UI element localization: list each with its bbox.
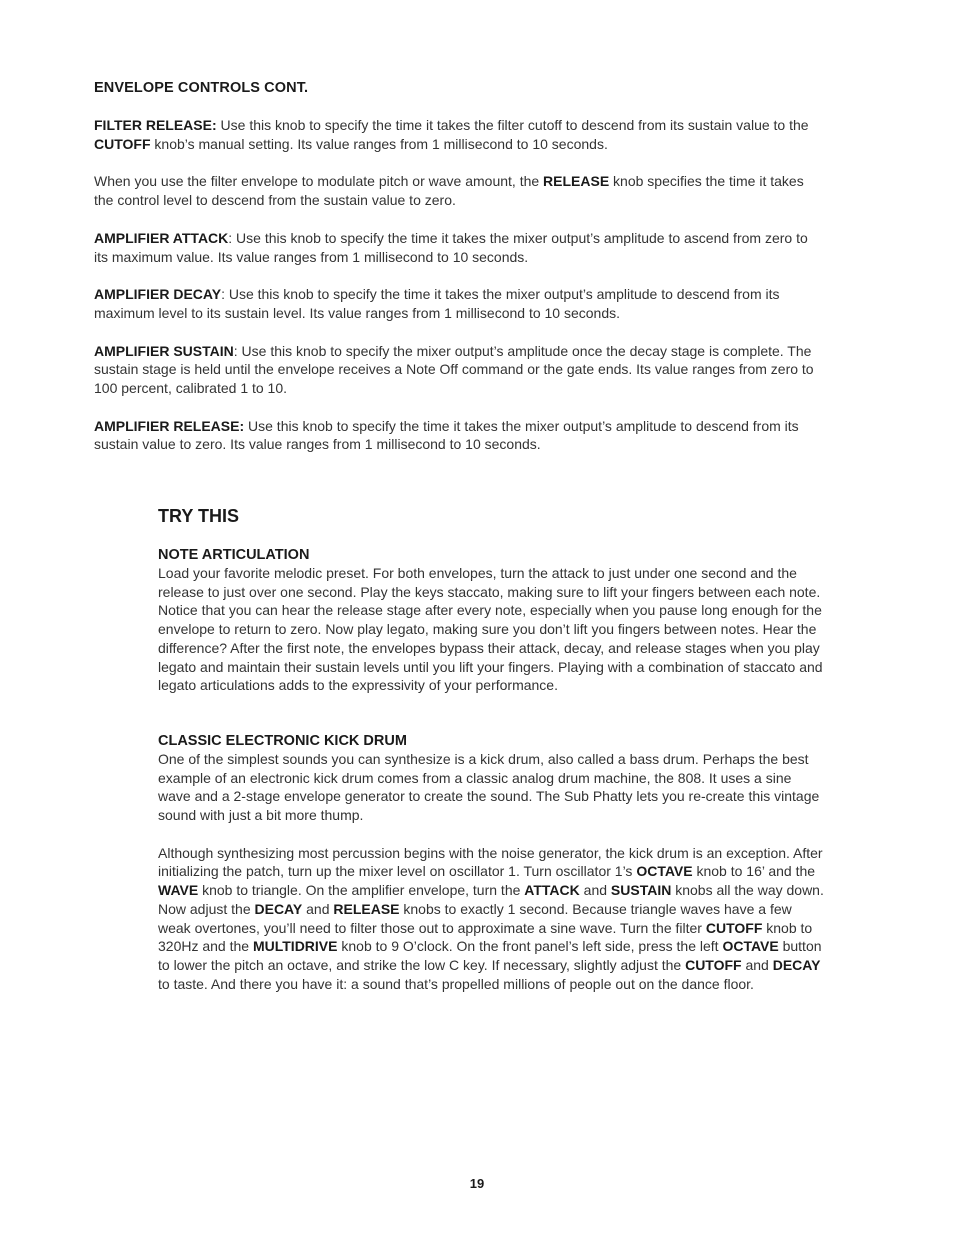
note-articulation-paragraph: Load your favorite melodic preset. For both envelopes, turn the attack to just under one second and the release to just over one second. Play the keys staccato, making sure to lift your fingers between each note. Notice that you can hear the release stage after every note, especially when you pause long enough for the envelope to return to zero. Now play legato, making sure you don’t lift you fingers between notes. Hear the difference? After the first note, the envelopes bypass their attack, decay, and release stages when you play legato and maintain their sustain levels until you lift your fingers. Playing with a combination of staccato and legato articulations adds to the expressivity of your performance. — [158, 565, 823, 694]
note-articulation-heading: NOTE ARTICULATION — [158, 547, 310, 563]
amp-sustain-label: AMPLIFIER SUSTAIN — [94, 342, 234, 359]
envelope-controls-section — [94, 79, 824, 473]
try-this-section — [158, 505, 824, 1012]
spacer — [158, 714, 824, 732]
amp-release-paragraph: AMPLIFIER RELEASE: Use this knob to specify the time it takes the mixer output’s amplitude to descend from its sustain value to zero. Its value ranges from 1 millisecond to 10 seconds. — [94, 417, 799, 453]
amp-decay-paragraph: AMPLIFIER DECAY: Use this knob to specify the time it takes the mixer output’s amplitude to descend from its maximum level to its sustain level. Its value ranges from 1 millisecond to 10 seconds. — [94, 286, 780, 321]
amp-attack-label: AMPLIFIER ATTACK — [94, 229, 229, 246]
amp-decay-label: AMPLIFIER DECAY — [94, 286, 222, 303]
filter-envelope-note-paragraph: When you use the filter envelope to modulate pitch or wave amount, the RELEASE knob specifies the time it takes the control level to descend from the sustain value to zero. — [94, 173, 804, 209]
kick-drum-heading: CLASSIC ELECTRONIC KICK DRUM — [158, 732, 407, 749]
amp-release-label: AMPLIFIER RELEASE: — [94, 417, 245, 434]
section-heading: ENVELOPE CONTROLS CONT. — [94, 80, 309, 96]
page-number: 19 — [469, 1176, 485, 1191]
filter-release-label: FILTER RELEASE: — [94, 117, 217, 133]
amp-attack-paragraph: AMPLIFIER ATTACK: Use this knob to specify the time it takes the mixer output’s amplitude to ascend from zero to its maximum value. Its value ranges from 1 millisecond to 10 seconds. — [94, 229, 808, 265]
kick-drum-intro-paragraph: One of the simplest sounds you can synthesize is a kick drum, also called a bass drum. Perhaps the best example of an electronic kick drum comes from a classic analog drum machine, the 808. It uses a sine wave and a 2-stage envelope generator to create the sound. The Sub Phatty lets you re-create this vintage sound with just a bit more thump. — [158, 750, 820, 824]
try-this-title: TRY THIS — [158, 506, 240, 526]
amp-sustain-paragraph: AMPLIFIER SUSTAIN: Use this knob to specify the mixer output’s amplitude once the decay stage is complete. The sustain stage is held until the envelope receives a Note Off command or the gate ends. Its value ranges from zero to 100 percent, calibrated 1 to 10. — [94, 342, 814, 397]
filter-release-paragraph: FILTER RELEASE: Use this knob to specify the time it takes the filter cutoff to descend from its sustain value to the CUTOFF knob’s manual setting. Its value ranges from 1 millisecond to 10 seconds. — [94, 117, 809, 152]
kick-drum-steps-paragraph: Although synthesizing most percussion begins with the noise generator, the kick drum is an exception. After initializing the patch, turn up the mixer level on oscillator 1. Turn oscillator 1’s OCTAVE knob to 16’ and the WAVE knob to triangle. On the amplifier envelope, turn the ATTACK and SUSTAIN knobs all the way down. Now adjust the DECAY and RELEASE knobs to exactly 1 second. Because triangle waves have a few weak overtones, you’ll need to filter those out to approximate a sine wave. Turn the filter CUTOFF knob to 320Hz and the MULTIDRIVE knob to 9 O’clock. On the front panel’s left side, press the left OCTAVE button to lower the pitch an octave, and strike the low C key. If necessary, slightly adjust the CUTOFF and DECAY to taste. And there you have it: a sound that’s propelled millions of people out on the dance floor. — [158, 844, 824, 992]
